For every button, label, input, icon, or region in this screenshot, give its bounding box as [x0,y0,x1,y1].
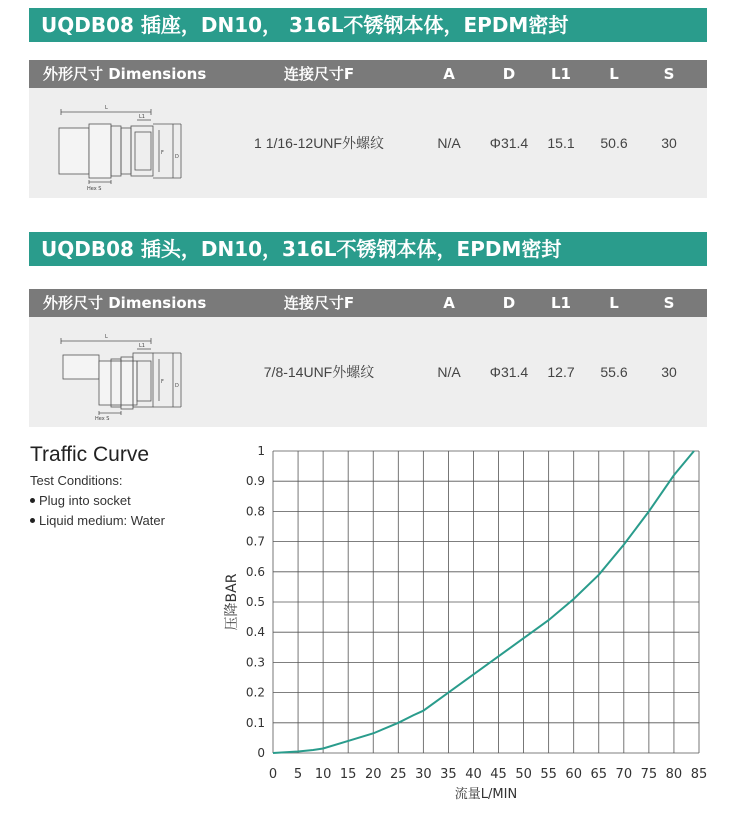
drawing-label-hex: Hex S [95,416,110,421]
section-2-table-row [29,317,707,427]
a-value: N/A [437,135,461,151]
x-tick-label: 15 [339,767,357,782]
y-tick-label: 0.1 [245,715,265,730]
l1-value: 12.7 [547,364,575,380]
x-tick-label: 60 [565,767,582,782]
bullet-icon [30,498,35,503]
y-tick-label: 0.4 [245,625,265,640]
header-s: S [663,294,675,312]
test-condition-text: Plug into socket [39,493,131,508]
x-tick-label: 75 [640,767,658,782]
x-tick-label: 85 [690,767,708,782]
drawing-label-l1: L1 [139,114,145,120]
connection-value: 1 1/16-12UNF外螺纹 [254,135,384,151]
x-tick-label: 40 [465,767,482,782]
drawing-label-d: D [175,154,179,160]
header-a: A [443,65,455,83]
section-2-table-header [29,289,707,317]
x-axis-label: 流量L/MIN [454,787,518,802]
connection-value: 7/8-14UNF外螺纹 [263,364,375,380]
x-tick-label: 55 [540,767,557,782]
d-value: Φ31.4 [489,364,529,380]
bullet-icon [30,518,35,523]
y-tick-label: 0.9 [245,474,265,489]
x-tick-label: 20 [364,767,382,782]
section-1-table-row [29,88,707,198]
section-2-title: UQDB08 插头，DN10，316L不锈钢本体，EPDM密封 [29,232,707,266]
header-a: A [443,294,455,312]
x-tick-label: 5 [293,767,303,782]
x-tick-label: 25 [390,767,407,782]
test-condition-item [30,513,165,528]
x-tick-label: 70 [615,767,633,782]
header-l1: L1 [551,294,571,312]
s-value: 30 [661,135,677,151]
y-axis-label: 压降BAR [224,573,240,631]
x-tick-label: 35 [440,767,457,782]
header-connection: 连接尺寸F [283,65,355,83]
header-dimensions: 外形尺寸 Dimensions [43,65,207,83]
x-tick-label: 10 [314,767,332,782]
y-tick-label: 0.8 [245,504,265,519]
plug-drawing [49,325,189,421]
socket-drawing [49,96,189,192]
drawing-label-f: F [161,150,164,156]
drawing-label-l: L [105,334,108,340]
a-value: N/A [437,364,461,380]
header-connection: 连接尺寸F [283,294,355,312]
drawing-label-hex: Hex S [87,186,102,192]
y-tick-label: 0.2 [245,685,265,700]
x-tick-label: 80 [665,767,683,782]
y-tick-label: 0.7 [245,534,265,549]
header-l1: L1 [551,65,571,83]
l-value: 50.6 [600,135,628,151]
l-value: 55.6 [600,364,628,380]
test-condition-text: Liquid medium: Water [39,513,165,528]
y-tick-label: 0.5 [245,595,265,609]
y-tick-label: 0 [257,746,265,760]
header-dimensions: 外形尺寸 Dimensions [43,294,207,312]
header-l: L [609,294,619,312]
x-tick-label: 0 [268,767,278,782]
x-tick-label: 45 [490,767,507,782]
drawing-label-d: D [175,383,179,389]
section-1-title: UQDB08 插座，DN10， 316L不锈钢本体，EPDM密封 [29,8,707,42]
traffic-curve-chart [210,440,720,810]
s-value: 30 [661,364,677,380]
l1-value: 15.1 [547,135,575,151]
drawing-label-l: L [105,105,108,111]
x-tick-label: 30 [415,767,432,782]
d-value: Φ31.4 [489,135,529,151]
test-condition-item [30,493,131,508]
header-d: D [502,294,516,312]
y-tick-label: 0.3 [245,655,265,670]
drawing-label-f: F [161,379,164,385]
header-s: S [663,65,675,83]
header-l: L [609,65,619,83]
y-tick-label: 0.6 [245,564,265,579]
x-tick-label: 65 [590,767,608,782]
drawing-label-l1: L1 [139,343,145,349]
header-d: D [502,65,516,83]
y-tick-label: 1 [257,444,265,458]
test-conditions-label: Test Conditions: [30,473,123,488]
x-tick-label: 50 [515,767,532,782]
section-1-table-header [29,60,707,88]
traffic-curve-title: Traffic Curve [30,443,150,466]
